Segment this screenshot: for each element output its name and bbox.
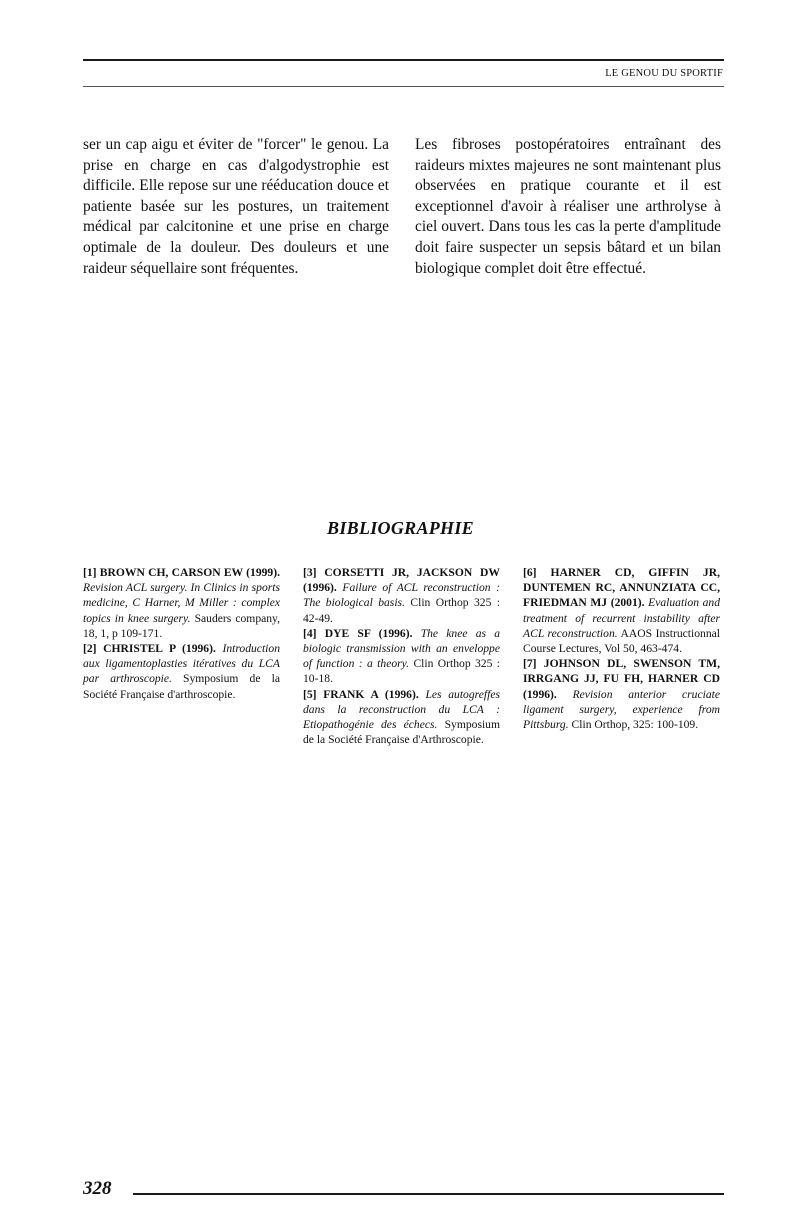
reference-title: Revision ACL surgery. In Clinics in sports medicine, C Harner, M Miller : complex topics in knee surgery. [83, 581, 280, 625]
reference-authors: [7] JOHNSON DL, SWENSON TM, IRRGANG JJ, FU FH, HARNER CD (1996). [523, 657, 720, 701]
reference-title: Les autogreffes dans la reconstruction du LCA : Etiopathogénie des échecs. [303, 687, 500, 732]
running-title: LE GENOU DU SPORTIF [605, 68, 723, 79]
body-paragraph-left: ser un cap aigu et éviter de "forcer" le genou. La prise en charge en cas d'algodystrophie est difficile. Elle repose sur une rééducation douce et patiente basée sur les postures, un traitement médical par calcitonine et une prise en charge optimale de la douleur. Des douleurs et une raideur séquellaire sont fréquentes. [83, 136, 389, 277]
header-rule-thin [83, 86, 724, 87]
reference-item [303, 626, 500, 687]
reference-authors: [5] FRANK A (1996). [303, 687, 419, 701]
reference-authors: [2] CHRISTEL P (1996). [83, 642, 216, 656]
reference-source: Clin Orthop, 325: 100-109. [571, 718, 699, 732]
reference-title: Revision anterior cruciate ligament surgery, experience from Pittsburg. [523, 687, 720, 732]
reference-source: AAOS Instructionnal Course Lectures, Vol 50, 463-474. [523, 626, 720, 656]
reference-column-2 [303, 565, 500, 747]
reference-authors: [1] BROWN CH, CARSON EW (1999). [83, 566, 280, 579]
reference-item [83, 641, 280, 702]
bibliography-heading: BIBLIOGRAPHIE [327, 518, 474, 538]
header-rule-thick [83, 59, 724, 61]
body-paragraph-right: Les fibroses postopératoires entraînant des raideurs mixtes majeures ne sont maintenant plus observées en pratique courante et il est exceptionnel d'avoir à réaliser une arthrolyse à ciel ouvert. Dans tous les cas la perte d'amplitude doit faire suspecter un sepsis bâtard et un bilan biologique complet doit être effectué. [415, 136, 721, 277]
reference-authors: [4] DYE SF (1996). [303, 626, 413, 640]
reference-source: Sauders company, 18, 1, p 109-171. [83, 611, 280, 640]
reference-authors: [3] CORSETTI JR, JACKSON DW (1996). [303, 566, 500, 595]
reference-source: Clin Orthop 325 : 42-49. [303, 596, 500, 625]
reference-item [523, 565, 720, 656]
reference-title: Introduction aux ligamentoplasties itératives du LCA par arthroscopie. [83, 642, 280, 686]
reference-title: Failure of ACL reconstruction : The biological basis. [303, 581, 500, 610]
reference-authors: [6] HARNER CD, GIFFIN JR, DUNTEMEN RC, ANNUNZIATA CC, FRIEDMAN MJ (2001). [523, 566, 720, 610]
footer-rule [133, 1193, 724, 1195]
reference-item [523, 656, 720, 732]
reference-source: Symposium de la Société Française d'Arthroscopie. [303, 718, 500, 747]
reference-item [303, 687, 500, 748]
reference-item [303, 565, 500, 626]
reference-title: The knee as a biologic transmission with an enveloppe of function : a theory. [303, 626, 500, 671]
reference-title: Evaluation and treatment of recurrent instability after ACL reconstruction. [523, 596, 720, 640]
reference-source: Clin Orthop 325 : 10-18. [303, 657, 500, 686]
reference-column-1 [83, 565, 280, 702]
reference-column-3 [523, 565, 720, 732]
page-number: 328 [83, 1178, 112, 1199]
reference-source: Symposium de la Société Française d'arthroscopie. [83, 672, 280, 701]
reference-item [83, 565, 280, 641]
